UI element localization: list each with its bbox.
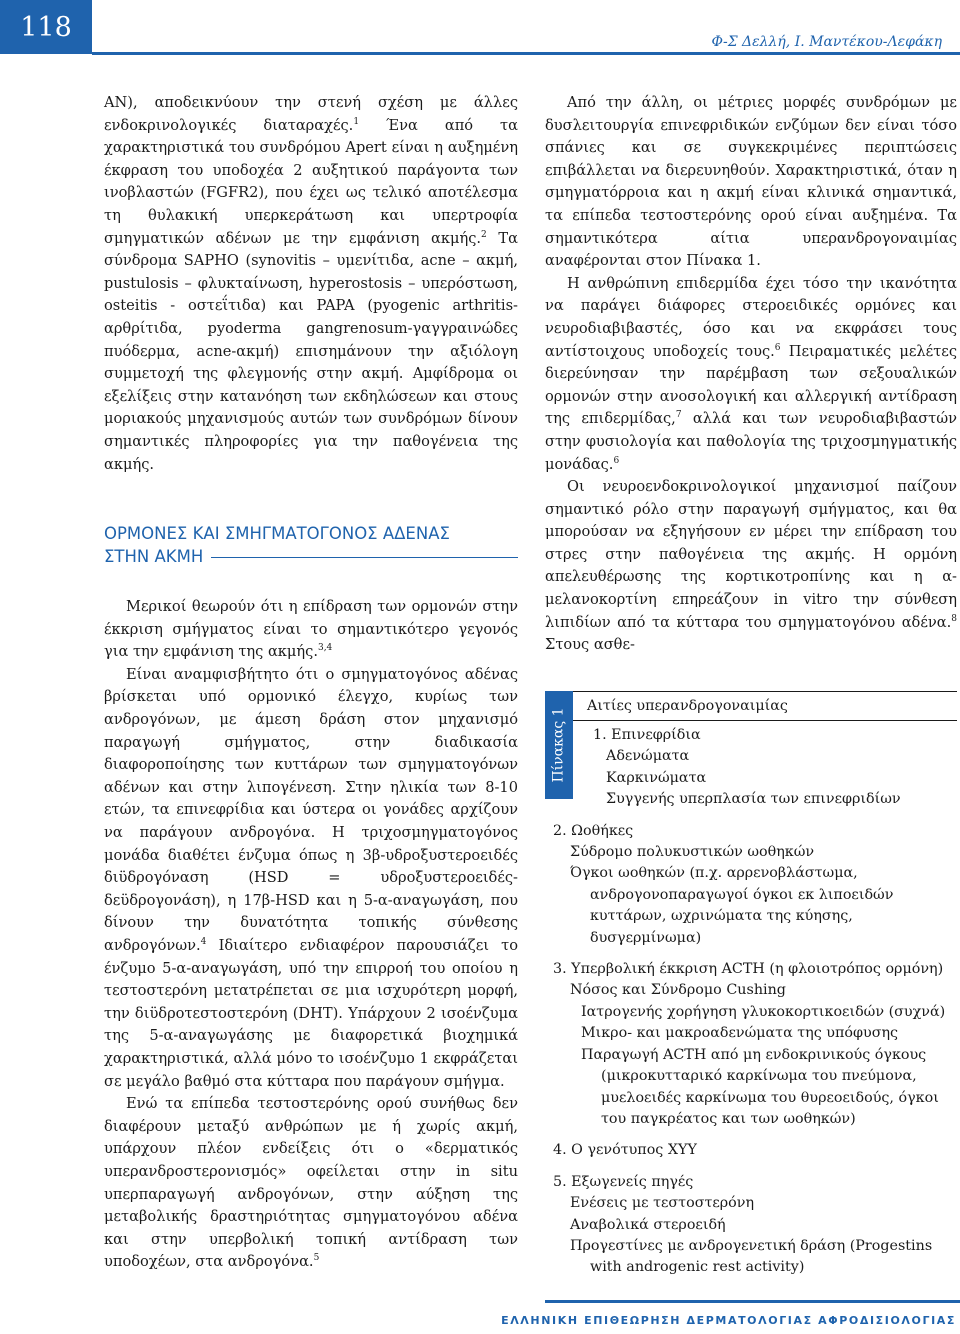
table-row: Όγκοι ωοθηκών (π.χ. αρρενοβλάστωμα, ανδρογονοπαραγωγοί όγκοι εκ λιποειδών κυττάρων, ωχρινώματα της κύησης, δυσγερμίνωμα): [570, 865, 894, 946]
citation: 5: [313, 1253, 320, 1264]
table-row: Αναβολικά στεροειδή: [570, 1216, 726, 1233]
citation: 7: [675, 410, 682, 421]
running-head: Φ-Σ Δελλή, Ι. Μαντέκου-Λεφάκη: [711, 34, 942, 50]
table-row: 4. Ο γενότυπος XYY: [553, 1142, 697, 1159]
citation: 6: [774, 342, 781, 353]
page-number: 118: [0, 0, 92, 54]
table-row: 3. Υπερβολική έκκριση ACTH (η φλοιοτρόπος ορμόνη): [553, 961, 944, 978]
heading-rule: [211, 557, 518, 558]
paragraph: Από την άλλη, οι μέτριες μορφές συνδρόμων με δυσλειτουργία επινεφριδικών ενζύμων δεν είναι τόσο σπάνιες και σε συγκεκριμένες περιπτώσεις επιβάλλεται να διερευνηθούν. Χαρακτηριστικά, όταν η σμηγματόρροια και η ακμή είναι κλινικά σημαντικά, τα επίπεδα τεστοστερόνης ορού είναι αυξημένα. Τα σημαντικότερα αίτια υπερανδρογοναιμίας αναφέρονται στον Πίνακα 1.: [545, 94, 957, 270]
table-row: Νόσος και Σύνδρομο Cushing: [570, 982, 786, 999]
citation: 4: [200, 937, 207, 947]
footer-rule: [545, 1300, 960, 1303]
paragraph: Ενώ τα επίπεδα τεστοστερόνης ορού συνήθως δεν διαφέρουν μεταξύ ανθρώπων με ή χωρίς ακμή, υπάρχουν πλέον ενδείξεις ότι ο «δερματικός υπερανδροστερονισμός» οφείλεται στην in situ υπερπαραγωγή ανδρογόνων, στην αύξηση της μεταβολικής δραστηριότητας σμηγματογόνου αδένα και στην υπερβολική τοπική αντίδραση των υποδοχέων, στα ανδρογόνα.$^5$: [104, 1095, 518, 1271]
table-row: Μικρο- και μακροαδενώματα της υπόφυσης: [581, 1025, 899, 1042]
journal-footer: ΕΛΛΗΝΙΚΗ ΕΠΙΘΕΩΡΗΣΗ ΔΕΡΜΑΤΟΛΟΓΙΑΣ ΑΦΡΟΔΙΣΙΟΛΟΓΙΑΣ: [501, 1314, 956, 1327]
paragraph: Είναι αναμφισβήτητο ότι ο σμηγματογόνος αδένας βρίσκεται υπό ορμονικό έλεγχο, κυρίως των ανδρογόνων, με άμεση δράση στον μηχανισμό παραγωγή σμήγματος, στην διαδικασία διαφοροποίησης των κυττάρων των σμηγματογόνων αδένων και στην λιπογένεση. Στην ηλικία των 8-10 ετών, τα επινεφρίδια και ύστερα οι γονάδες αρχίζουν να παράγουν ανδρογόνα. Η τριχοσμηγματογόνος μονάδα διαθέτει ένζυμα όπως η 3β-υδροξυστεροειδές διϋδρογόναση (HSD = υδροξυστεροειδές-δεϋδρογονάση), η 17β-HSD και η 5-α-αναγωγάση, που δίνουν την δυνατότητα τοπικής σύνθεσης ανδρογόνων.$^4$ Ιδιαίτερο ενδιαφέρον παρουσιάζει το ένζυμο 5-α-αναγωγάση, υπό την επιρροή του οποίου η τεστοστερόνη μετατρέπεται σε μια ισχυρότερη μορφή, την διϋδροτεστοστερόνη (DHT). Υπάρχουν 2 ισοένζυμα της 5-α-αναγωγάσης με διαφορετικά βιοχημικά χαρακτηριστικά, αλλά μόνο το ισοένζυμο 1 εκφράζεται σε μεγάλο βαθμό στα κύτταρα που παράγουν σμήγμα.: [104, 665, 518, 1090]
citation: 2: [481, 229, 487, 240]
paragraph: Οι νευροενδοκρινολογικοί μηχανισμοί παίζουν σημαντικό ρόλο στην παραγωγή σμήγματος, και θα μπορούσαν να εξηγήσουν εν μέρει την επίδραση του στρες στην παθογένεια της ακμής. Η ορμόνη απελευθέρωσης της κορτικοτροπίνης και η α-μελανοκορτίνη επηρεάζουν in vitro την σύνθεση λιπιδίων από τα κύτταρα του σμηγματογόνου αδένα.$^8$ Στους ασθε-: [545, 478, 957, 654]
table-row: Προγεστίνες με ανδρογενετική δράση (Progestins with androgenic rest activity): [570, 1237, 933, 1276]
table-row: Παραγωγή ACTH από μη ενδοκρινικούς όγκους (μικροκυτταρικό καρκίνωμα του πνεύμονα, μυελοειδές καρκίνωμα του θυρεοειδούς, όγκοι του παγκρέατος και των ωοθηκών): [581, 1046, 939, 1127]
header-rule: [92, 52, 960, 55]
right-column: [545, 92, 957, 657]
table-header: Αιτίες υπερανδρογοναιμίας: [573, 691, 957, 721]
left-column: [104, 92, 518, 1274]
table-row: Συγγενής υπερπλασία των επινεφριδίων: [606, 791, 901, 808]
table-row: 2. Ωοθήκες: [553, 822, 634, 839]
citation: 6: [613, 455, 620, 466]
table-row: Σύδρομο πολυκυστικών ωοθηκών: [570, 844, 815, 861]
table-row: Καρκινώματα: [606, 769, 707, 786]
table-row: 1. Επινεφρίδια: [593, 727, 701, 743]
table-row: Ιατρογενής χορήγηση γλυκοκορτικοειδών (συχνά): [581, 1003, 946, 1020]
table-row: 5. Εξωγενείς πηγές: [553, 1173, 694, 1190]
citation: 3,4: [317, 643, 333, 654]
section-heading: ΟΡΜΟΝΕΣ ΚΑΙ ΣΜΗΓΜΑΤΟΓΟΝΟΣ ΑΔΕΝΑΣ ΣΤΗΝ ΑΚΜΗ: [104, 522, 518, 568]
paragraph: ΑΝ), αποδεικνύουν την στενή σχέση με άλλες ενδοκρινολογικές διαταραχές.$^1$ Ένα από τα χαρακτηριστικά του συνδρόμου Apert είναι η αυξημένη έκφραση του υποδοχέα 2 αυξητικού παράγοντα των ινοβλαστών (FGFR2), που έχει ως τελικό αποτέλεσμα τη θυλακική υπερκεράτωση και υπερτροφία σμηγματικών αδένων με την εμφάνιση ακμής.$^2$ Τα σύνδρομα SAPHO (synovitis – υμενίτιδα, acne – ακμή, pustulosis – φλυκταίνωση, hyperostosis – υπερόστωση, osteitis - οστεΐτιδα) και PAPA (pyogenic arthritis- αρθρίτιδα, pyoderma gangrenosum-γαγγραινώδες πυόδερμα, acne-ακμή) επισημάνουν την αξιόλογη συμμετοχή της φλεγμονής στην ακμή. Αμφίδρομα οι εξελίξεις στην κατανόηση των εκδηλώσεων και στους μοριακούς μηχανισμούς αυτών των συνδρόμων δίνουν σημαντικές πληροφορίες για την παθογένεια της ακμής.: [104, 94, 518, 473]
citation: 8: [951, 613, 957, 624]
citation: 1: [353, 116, 360, 127]
table-row: Αδενώματα: [606, 748, 690, 765]
table-body: [553, 725, 957, 1279]
paragraph: Η ανθρώπινη επιδερμίδα έχει τόσο την ικανότητα να παράγει διάφορες στεροειδικές ορμόνες και νευροδιαβιβαστές, όσο και να εκφράσει τους αντίστοιχους υποδοχείς τους.$^6$ Πειραματικές μελέτες διερεύνησαν την παρέμβαση των σεξουαλικών ορμονών στην ανοσολογική και αλλεργική αντίδραση της επιδερμίδας,$^7$ αλλά και των νευροδιαβιβαστών στην φυσιολογία και παθολογία της τριχοσμηγματικής μονάδας.$^6$: [545, 274, 958, 473]
table-label-tab: Πίνακας 1: [545, 691, 573, 799]
paragraph: Μερικοί θεωρούν ότι η επίδραση των ορμονών στην έκκριση σμήγματος είναι το σημαντικότερο γεγονός για την εμφάνιση της ακμής.$^{3,4}$: [104, 598, 518, 661]
table-row: Ενέσεις με τεστοστερόνη: [570, 1195, 755, 1212]
